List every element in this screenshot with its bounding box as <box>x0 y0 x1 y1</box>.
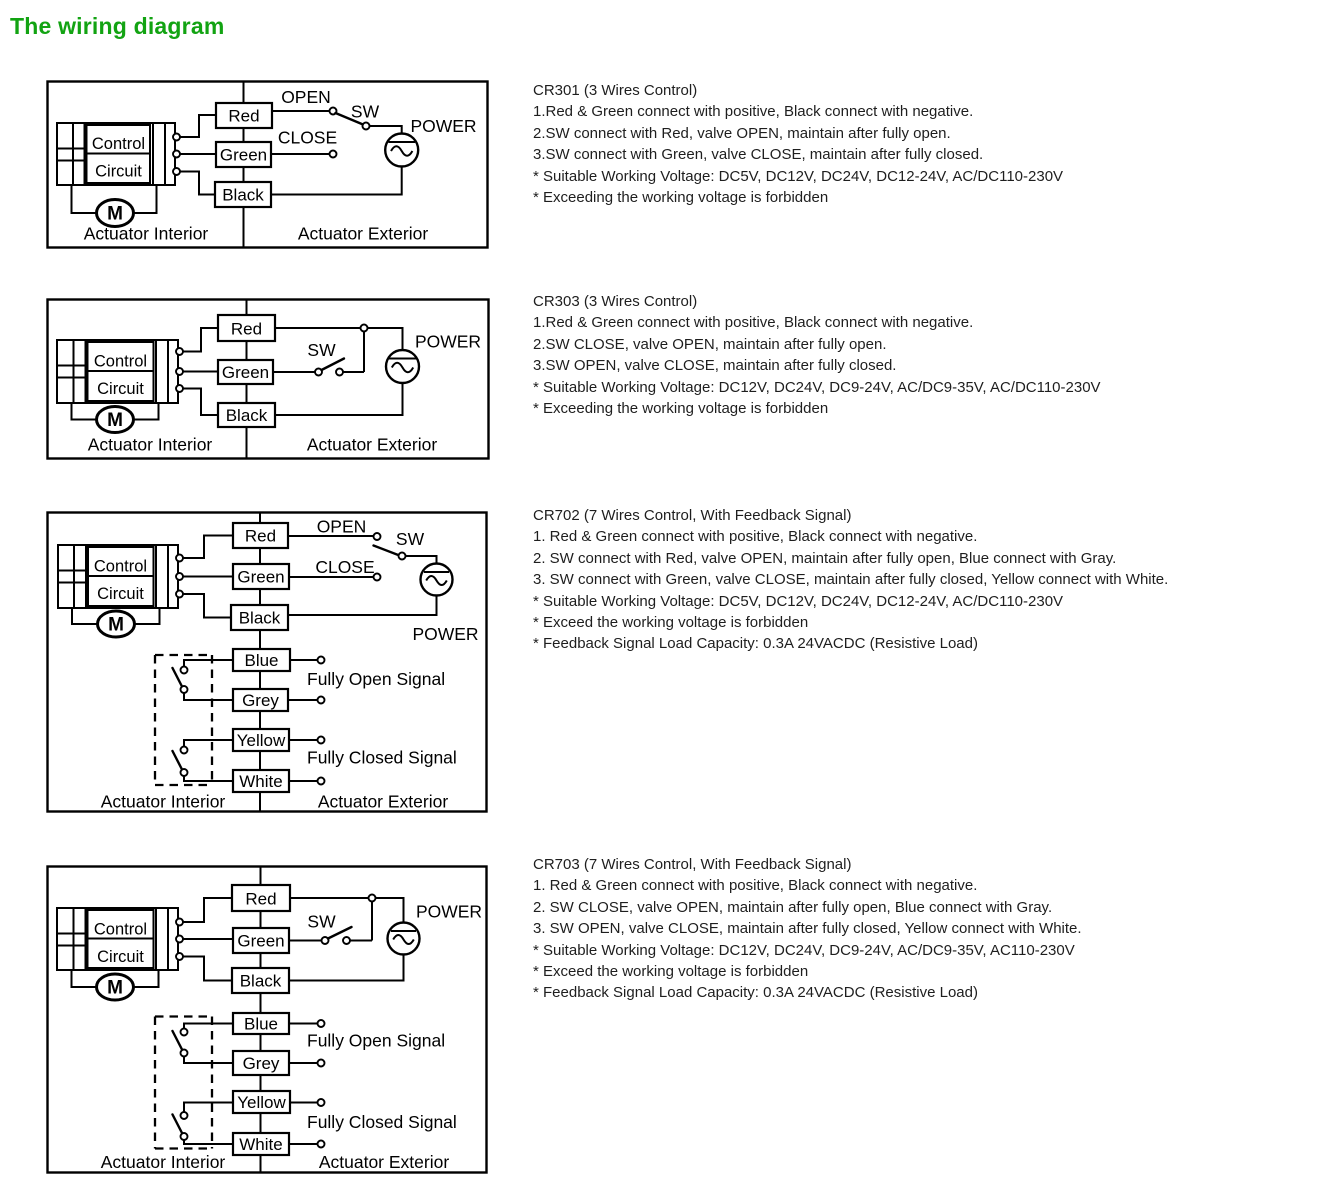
note-line: * Suitable Working Voltage: DC5V, DC12V, DC24V, DC12-24V, AC/DC110-230V <box>533 167 1064 185</box>
wire-label-yellow: Yellow <box>236 731 286 750</box>
control-circuit <box>57 908 183 970</box>
actuator-interior-label: Actuator Interior <box>83 223 209 244</box>
actuator-exterior-label: Actuator Exterior <box>317 791 449 812</box>
wire-label-black: Black <box>222 185 264 205</box>
wire-label-black: Black <box>239 971 282 991</box>
wire-label-black: Black <box>238 608 281 628</box>
wire-label-blue: Blue <box>243 1014 279 1034</box>
wire-label-green: Green <box>221 363 270 382</box>
note-line: 1.Red & Green connect with positive, Black connect with negative. <box>533 103 974 121</box>
cr301-notes <box>533 80 1063 208</box>
section-heading: CR703 (7 Wires Control, With Feedback Signal) <box>533 856 852 873</box>
interior-wires <box>183 328 218 415</box>
wire-label-grey: Grey <box>242 1054 280 1073</box>
fully-open-signal-label: Fully Open Signal <box>307 1030 446 1051</box>
motor <box>72 403 159 433</box>
cr702-wiring-diagram <box>46 511 488 813</box>
wire-boxes <box>231 523 290 792</box>
control-circuit <box>57 340 183 403</box>
wire-label-blue: Blue <box>244 651 279 670</box>
wire-label-red: Red <box>245 889 277 909</box>
sw-label: SW <box>350 101 380 122</box>
fully-open-switch <box>173 1024 234 1064</box>
control-circuit-label-2: Circuit <box>95 162 142 181</box>
motor-label: M <box>107 977 123 999</box>
wire-boxes <box>215 103 272 207</box>
actuator-exterior-label: Actuator Exterior <box>306 434 438 455</box>
power-label: POWER <box>414 331 482 352</box>
control-circuit-label-1: Control <box>93 557 148 576</box>
note-line: * Suitable Working Voltage: DC5V, DC12V, DC24V, DC12-24V, AC/DC110-230V <box>533 592 1064 610</box>
fully-open-signal-label: Fully Open Signal <box>307 669 446 689</box>
section-heading: CR702 (7 Wires Control, With Feedback Signal) <box>533 507 852 524</box>
control-circuit-label-2: Circuit <box>97 380 144 398</box>
wire-label-green: Green <box>237 567 285 587</box>
fully-closed-signal-label: Fully Closed Signal <box>307 747 457 768</box>
cr703-wiring-diagram <box>46 865 488 1174</box>
motor <box>72 185 157 227</box>
note-line: * Feedback Signal Load Capacity: 0.3A 24VACDC (Resistive Load) <box>533 635 978 653</box>
motor <box>72 608 160 637</box>
note-line: 2. SW connect with Red, valve OPEN, maintain after fully open, Blue connect with Gray. <box>533 549 1117 567</box>
actuator-interior-label: Actuator Interior <box>100 1152 226 1172</box>
fully-closed-switch <box>173 1103 234 1145</box>
cr301-wiring-diagram <box>46 80 489 249</box>
note-line: 3. SW OPEN, valve CLOSE, maintain after fully closed, Yellow connect with White. <box>533 920 1082 938</box>
open-label: OPEN <box>316 516 367 537</box>
note-line: 3. SW connect with Green, valve CLOSE, maintain after fully closed, Yellow connect with White. <box>533 571 1169 589</box>
wire-boxes <box>218 315 275 427</box>
sw-label: SW <box>395 529 425 549</box>
diagram-labels <box>101 902 482 1173</box>
actuator-interior-label: Actuator Interior <box>100 791 226 812</box>
wire-label-green: Green <box>237 931 285 951</box>
note-line: 1.Red & Green connect with positive, Black connect with negative. <box>533 314 974 332</box>
note-line: 2. SW CLOSE, valve OPEN, maintain after fully open, Blue connect with Gray. <box>533 898 1053 916</box>
power-label: POWER <box>410 116 477 136</box>
interior-wires <box>183 898 233 981</box>
page-title: The wiring diagram <box>10 13 225 39</box>
note-line: 3.SW OPEN, valve CLOSE, maintain after fully closed. <box>533 357 897 375</box>
wire-label-white: White <box>239 1135 283 1154</box>
wire-label-red: Red <box>244 526 277 546</box>
note-line: 2.SW connect with Red, valve OPEN, maintain after fully open. <box>533 124 951 142</box>
motor <box>72 970 159 1000</box>
fully-open-switch <box>173 660 234 700</box>
note-line: 2.SW CLOSE, valve OPEN, maintain after fully open. <box>533 335 887 353</box>
control-circuit-label-2: Circuit <box>97 948 144 966</box>
exterior-wires <box>289 898 404 1144</box>
note-line: * Feedback Signal Load Capacity: 0.3A 24VACDC (Resistive Load) <box>533 984 978 1002</box>
note-line: 1. Red & Green connect with positive, Black connect with negative. <box>533 877 978 895</box>
control-circuit <box>57 123 180 185</box>
wire-label-grey: Grey <box>242 691 279 710</box>
note-line: 1. Red & Green connect with positive, Black connect with negative. <box>533 528 978 546</box>
note-line: 3.SW connect with Green, valve CLOSE, maintain after fully closed. <box>533 146 984 164</box>
actuator-interior-label: Actuator Interior <box>87 434 213 455</box>
close-label: CLOSE <box>277 127 338 148</box>
fully-closed-signal-label: Fully Closed Signal <box>307 1112 457 1132</box>
section-heading: CR301 (3 Wires Control) <box>533 82 698 99</box>
open-label: OPEN <box>281 87 331 107</box>
wire-label-red: Red <box>228 106 260 126</box>
fully-closed-switch <box>173 740 234 781</box>
cr702-notes <box>533 505 1168 655</box>
diagram-labels <box>88 332 481 455</box>
feedback-switch-enclosure <box>155 655 212 785</box>
note-line: * Exceed the working voltage is forbidden <box>533 613 809 631</box>
power-source <box>386 350 419 383</box>
control-circuit-label-2: Circuit <box>97 585 144 603</box>
sw-label: SW <box>307 340 336 360</box>
cr703-notes <box>533 854 1082 1004</box>
close-label: CLOSE <box>315 557 375 577</box>
power-source <box>421 564 453 596</box>
control-circuit-label-1: Control <box>91 135 146 153</box>
note-line: * Exceeding the working voltage is forbidden <box>533 399 829 417</box>
wire-label-black: Black <box>225 406 268 425</box>
note-line: * Suitable Working Voltage: DC12V, DC24V, DC9-24V, AC/DC9-35V, AC/DC110-230V <box>533 378 1101 396</box>
motor-label: M <box>107 410 123 431</box>
cr303-notes <box>533 291 1101 419</box>
note-line: * Exceeding the working voltage is forbidden <box>533 188 829 206</box>
wire-label-red: Red <box>230 319 263 339</box>
note-line: * Exceed the working voltage is forbidden <box>533 962 809 980</box>
power-source <box>388 923 420 955</box>
motor-label: M <box>108 614 124 636</box>
cr303-wiring-diagram <box>46 298 490 460</box>
section-heading: CR303 (3 Wires Control) <box>533 293 698 310</box>
power-label: POWER <box>415 901 483 922</box>
control-circuit-label-1: Control <box>93 352 148 371</box>
control-circuit <box>58 545 183 608</box>
interior-wires <box>183 536 233 618</box>
wire-label-white: White <box>239 772 283 791</box>
power-label: POWER <box>412 624 479 644</box>
sw-label: SW <box>307 911 336 932</box>
interior-wires <box>180 115 216 195</box>
power-source <box>385 134 418 167</box>
actuator-exterior-label: Actuator Exterior <box>297 223 429 244</box>
actuator-exterior-label: Actuator Exterior <box>318 1152 450 1172</box>
control-circuit-label-1: Control <box>93 920 148 939</box>
wire-label-green: Green <box>219 145 268 165</box>
wire-label-yellow: Yellow <box>237 1093 286 1112</box>
note-line: * Suitable Working Voltage: DC12V, DC24V, DC9-24V, AC/DC9-35V, AC110-230V <box>533 941 1075 959</box>
motor-label: M <box>107 203 123 225</box>
